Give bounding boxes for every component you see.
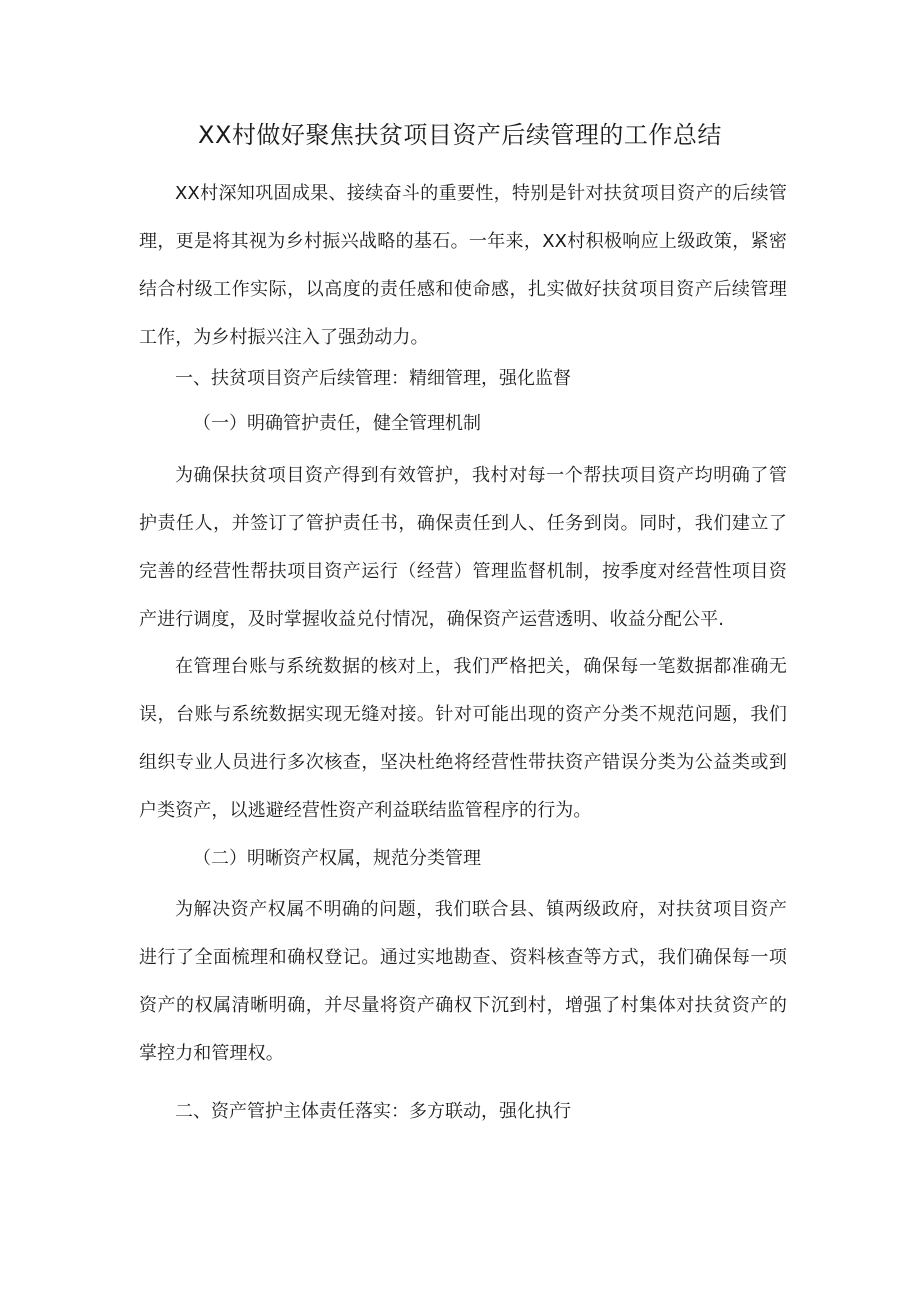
document-title: XX村做好聚焦扶贫项目资产后续管理的工作总结 xyxy=(198,121,722,149)
section-1-sub-2-paragraph-1: 为解决资产权属不明确的问题，我们联合县、镇两级政府，对扶贫项目资产进行了全面梳理和确权登记。通过实地勘查、资料核查等方式，我们确保每一项资产的权属清晰明确，并尽量将资产确权下沉到村，增强了村集体对扶贫资产的掌控力和管理权。 xyxy=(139,899,787,1064)
section-1-sub-1-heading: （一）明确管护责任，健全管理机制 xyxy=(193,413,481,434)
section-1-heading: 一、扶贫项目资产后续管理：精细管理，强化监督 xyxy=(175,368,571,389)
section-1-sub-1-paragraph-1: 为确保扶贫项目资产得到有效管护，我村对每一个帮扶项目资产均明确了管护责任人，并签订了管护责任书，确保责任到人、任务到岗。同时，我们建立了完善的经营性帮扶项目资产运行（经营）管理监督机制，按季度对经营性项目资产进行调度，及时掌握收益兑付情况，确保资产运营透明、收益分配公平. xyxy=(139,465,787,630)
intro-paragraph: XX村深知巩固成果、接续奋斗的重要性，特别是针对扶贫项目资产的后续管理，更是将其视为乡村振兴战略的基石。一年来，XX村积极响应上级政策，紧密结合村级工作实际，以高度的责任感和使命感，扎实做好扶贫项目资产后续管理工作，为乡村振兴注入了强劲动力。 xyxy=(139,183,787,348)
section-2-heading: 二、资产管护主体责任落实：多方联动，强化执行 xyxy=(175,1101,571,1122)
section-1-sub-2-heading: （二）明晰资产权属，规范分类管理 xyxy=(193,848,481,869)
section-1-sub-1-paragraph-2: 在管理台账与系统数据的核对上，我们严格把关，确保每一笔数据都准确无误，台账与系统数据实现无缝对接。针对可能出现的资产分类不规范问题，我们组织专业人员进行多次核查，坚决杜绝将经营性带扶资产错误分类为公益类或到户类资产，以逃避经营性资产利益联结监管程序的行为。 xyxy=(139,656,787,821)
